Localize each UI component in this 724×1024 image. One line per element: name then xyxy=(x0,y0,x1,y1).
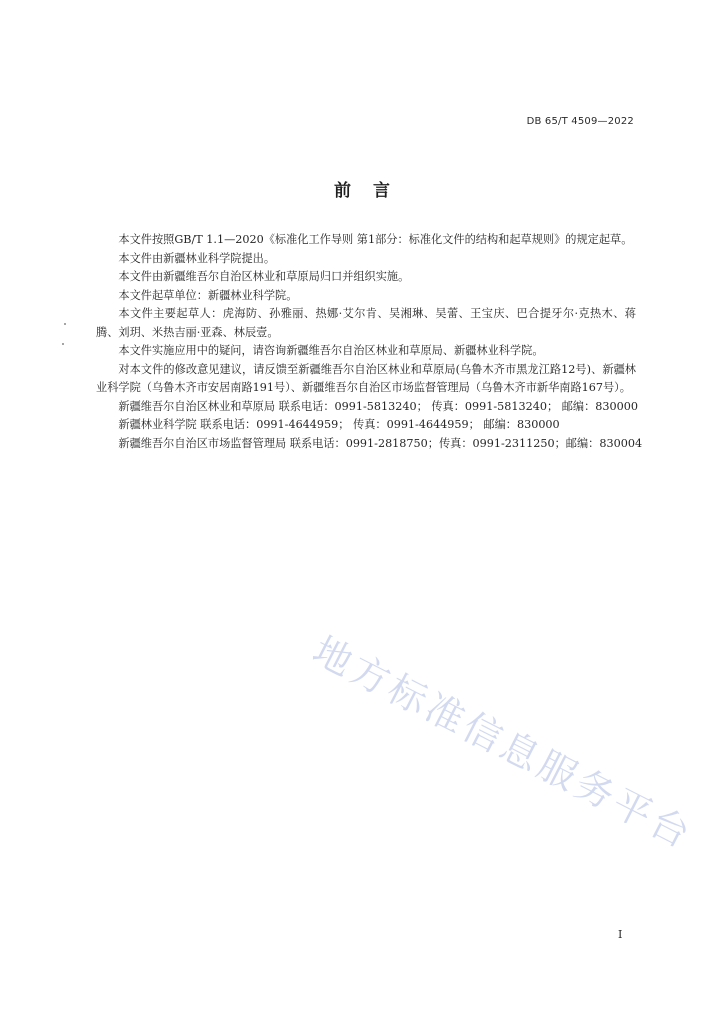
paragraph-proposer: 本文件由新疆林业科学院提出。 xyxy=(118,251,276,265)
contact-forestry-academy: 新疆林业科学院 联系电话：0991-4644959； 传真：0991-4644959； 邮编：830000 xyxy=(118,418,560,431)
section-title: 前言 xyxy=(334,181,412,201)
paragraph-drafting-rules: 本文件按照GB/T 1.1—2020《标准化工作导则 第1部分：标准化文件的结构和起草规则》的规定起草。 xyxy=(118,233,633,246)
scan-speck xyxy=(429,358,431,360)
paragraph-centralized-management: 本文件由新疆维吾尔自治区林业和草原局归口并组织实施。 xyxy=(118,270,410,283)
scan-speck xyxy=(64,323,66,325)
watermark: 地方标准信息服务平台 xyxy=(305,628,701,858)
paragraph-feedback: 对本文件的修改意见建议，请反馈至新疆维吾尔自治区林业和草原局(乌鲁木齐市黑龙江路12号)、新疆林业科学院（乌鲁木齐市安居南路191号）、新疆维吾尔自治区市场监督管理局（乌鲁木齐市新华南路167号）。 xyxy=(96,362,636,394)
contact-market-regulation: 新疆维吾尔自治区市场监督管理局 联系电话：0991-2818750；传真：0991-2311250；邮编：830004 xyxy=(118,436,643,450)
contact-forestry-bureau: 新疆维吾尔自治区林业和草原局 联系电话：0991-5813240； 传真：0991-5813240； 邮编：830000 xyxy=(118,399,638,413)
page-number: I xyxy=(618,928,623,941)
foreword-body xyxy=(96,231,643,453)
document-code: DB 65/T 4509—2022 xyxy=(526,116,634,127)
paragraph-main-drafters: 本文件主要起草人：虎海防、孙雅丽、热娜·艾尔肯、吴湘琳、吴蕾、王宝庆、巴合提牙尔·克热木、蒋腾、刘玥、米热吉丽·亚森、林辰壹。 xyxy=(96,307,636,339)
scan-speck xyxy=(62,343,64,345)
paragraph-drafting-unit: 本文件起草单位：新疆林业科学院。 xyxy=(118,288,298,302)
paragraph-inquiries: 本文件实施应用中的疑问，请咨询新疆维吾尔自治区林业和草原局、新疆林业科学院。 xyxy=(118,344,544,357)
